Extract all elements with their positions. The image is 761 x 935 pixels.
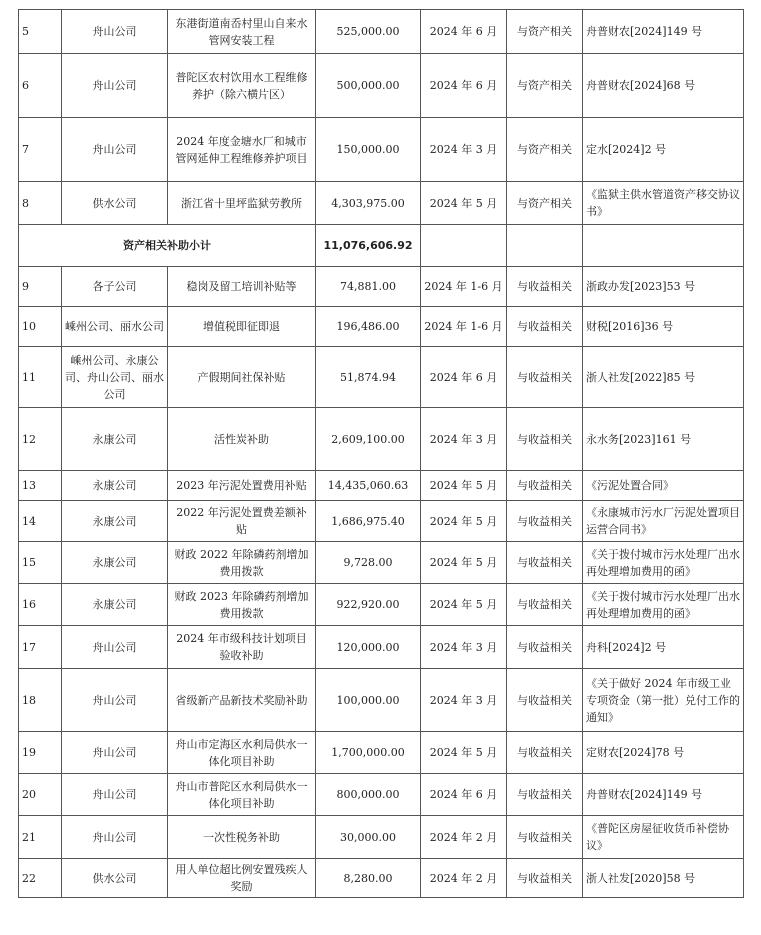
- date-cell: 2024 年 1-6 月: [421, 267, 507, 307]
- company-cell: 永康公司: [62, 408, 168, 471]
- row-number: 13: [19, 471, 62, 501]
- amount-cell: 51,874.94: [316, 347, 421, 408]
- row-number: 9: [19, 267, 62, 307]
- project-cell: 增值税即征即退: [168, 307, 316, 347]
- amount-cell: 800,000.00: [316, 774, 421, 816]
- project-cell: 活性炭补助: [168, 408, 316, 471]
- government-grants-table: [18, 9, 744, 898]
- basis-cell: 舟普财农[2024]68 号: [583, 54, 744, 118]
- date-cell: 2024 年 3 月: [421, 669, 507, 732]
- type-cell: 与收益相关: [507, 408, 583, 471]
- project-cell: 普陀区农村饮用水工程维修养护（除六横片区）: [168, 54, 316, 118]
- project-cell: 舟山市普陀区水利局供水一体化项目补助: [168, 774, 316, 816]
- type-cell: 与收益相关: [507, 267, 583, 307]
- subtotal-amount: 11,076,606.92: [316, 225, 421, 267]
- amount-cell: 8,280.00: [316, 859, 421, 898]
- table-row: [19, 732, 744, 774]
- type-cell: 与收益相关: [507, 584, 583, 626]
- project-cell: 2024 年度金塘水厂和城市管网延伸工程维修养护项目: [168, 118, 316, 182]
- row-number: 8: [19, 182, 62, 225]
- project-cell: 用人单位超比例安置残疾人奖励: [168, 859, 316, 898]
- empty-cell: [421, 225, 507, 267]
- type-cell: 与收益相关: [507, 732, 583, 774]
- row-number: 18: [19, 669, 62, 732]
- row-number: 22: [19, 859, 62, 898]
- type-cell: 与收益相关: [507, 859, 583, 898]
- basis-cell: 定财农[2024]78 号: [583, 732, 744, 774]
- date-cell: 2024 年 2 月: [421, 816, 507, 859]
- table-row: [19, 118, 744, 182]
- subtotal-row: [19, 225, 744, 267]
- date-cell: 2024 年 6 月: [421, 10, 507, 54]
- amount-cell: 922,920.00: [316, 584, 421, 626]
- basis-cell: 《关于拨付城市污水处理厂出水再处理增加费用的函》: [583, 542, 744, 584]
- company-cell: 嵊州公司、永康公司、舟山公司、丽水公司: [62, 347, 168, 408]
- date-cell: 2024 年 2 月: [421, 859, 507, 898]
- empty-cell: [507, 225, 583, 267]
- company-cell: 舟山公司: [62, 10, 168, 54]
- date-cell: 2024 年 5 月: [421, 471, 507, 501]
- table-row: [19, 669, 744, 732]
- type-cell: 与收益相关: [507, 307, 583, 347]
- date-cell: 2024 年 6 月: [421, 774, 507, 816]
- date-cell: 2024 年 5 月: [421, 182, 507, 225]
- type-cell: 与收益相关: [507, 626, 583, 669]
- amount-cell: 100,000.00: [316, 669, 421, 732]
- row-number: 21: [19, 816, 62, 859]
- company-cell: 永康公司: [62, 501, 168, 542]
- basis-cell: 浙政办发[2023]53 号: [583, 267, 744, 307]
- table-row: [19, 626, 744, 669]
- date-cell: 2024 年 3 月: [421, 626, 507, 669]
- amount-cell: 500,000.00: [316, 54, 421, 118]
- type-cell: 与资产相关: [507, 118, 583, 182]
- project-cell: 稳岗及留工培训补贴等: [168, 267, 316, 307]
- table-row: [19, 542, 744, 584]
- basis-cell: 永水务[2023]161 号: [583, 408, 744, 471]
- row-number: 20: [19, 774, 62, 816]
- date-cell: 2024 年 3 月: [421, 118, 507, 182]
- type-cell: 与收益相关: [507, 542, 583, 584]
- amount-cell: 525,000.00: [316, 10, 421, 54]
- date-cell: 2024 年 5 月: [421, 584, 507, 626]
- table-row: [19, 307, 744, 347]
- company-cell: 各子公司: [62, 267, 168, 307]
- table-row: [19, 182, 744, 225]
- table-row: [19, 267, 744, 307]
- project-cell: 东港街道南岙村里山自来水管网安装工程: [168, 10, 316, 54]
- table-row: [19, 859, 744, 898]
- project-cell: 舟山市定海区水利局供水一体化项目补助: [168, 732, 316, 774]
- type-cell: 与收益相关: [507, 471, 583, 501]
- amount-cell: 196,486.00: [316, 307, 421, 347]
- row-number: 19: [19, 732, 62, 774]
- amount-cell: 2,609,100.00: [316, 408, 421, 471]
- date-cell: 2024 年 5 月: [421, 501, 507, 542]
- date-cell: 2024 年 3 月: [421, 408, 507, 471]
- row-number: 17: [19, 626, 62, 669]
- row-number: 15: [19, 542, 62, 584]
- type-cell: 与收益相关: [507, 347, 583, 408]
- company-cell: 舟山公司: [62, 816, 168, 859]
- basis-cell: 浙人社发[2022]85 号: [583, 347, 744, 408]
- empty-cell: [583, 225, 744, 267]
- amount-cell: 120,000.00: [316, 626, 421, 669]
- amount-cell: 150,000.00: [316, 118, 421, 182]
- basis-cell: 《监狱主供水管道资产移交协议书》: [583, 182, 744, 225]
- project-cell: 一次性税务补助: [168, 816, 316, 859]
- amount-cell: 1,686,975.40: [316, 501, 421, 542]
- row-number: 5: [19, 10, 62, 54]
- type-cell: 与收益相关: [507, 669, 583, 732]
- basis-cell: 浙人社发[2020]58 号: [583, 859, 744, 898]
- table-row: [19, 501, 744, 542]
- company-cell: 永康公司: [62, 471, 168, 501]
- company-cell: 舟山公司: [62, 626, 168, 669]
- project-cell: 2023 年污泥处置费用补贴: [168, 471, 316, 501]
- row-number: 14: [19, 501, 62, 542]
- amount-cell: 1,700,000.00: [316, 732, 421, 774]
- subtotal-label: 资产相关补助小计: [19, 225, 316, 267]
- date-cell: 2024 年 1-6 月: [421, 307, 507, 347]
- basis-cell: 舟科[2024]2 号: [583, 626, 744, 669]
- basis-cell: 财税[2016]36 号: [583, 307, 744, 347]
- amount-cell: 4,303,975.00: [316, 182, 421, 225]
- table-row: [19, 408, 744, 471]
- table-row: [19, 54, 744, 118]
- project-cell: 产假期间社保补贴: [168, 347, 316, 408]
- table-row: [19, 816, 744, 859]
- table-row: [19, 347, 744, 408]
- company-cell: 舟山公司: [62, 774, 168, 816]
- project-cell: 省级新产品新技术奖励补助: [168, 669, 316, 732]
- amount-cell: 30,000.00: [316, 816, 421, 859]
- type-cell: 与收益相关: [507, 816, 583, 859]
- date-cell: 2024 年 5 月: [421, 542, 507, 584]
- basis-cell: 《关于拨付城市污水处理厂出水再处理增加费用的函》: [583, 584, 744, 626]
- row-number: 7: [19, 118, 62, 182]
- date-cell: 2024 年 6 月: [421, 347, 507, 408]
- company-cell: 永康公司: [62, 542, 168, 584]
- company-cell: 舟山公司: [62, 669, 168, 732]
- row-number: 11: [19, 347, 62, 408]
- project-cell: 2022 年污泥处置费差额补贴: [168, 501, 316, 542]
- company-cell: 舟山公司: [62, 118, 168, 182]
- amount-cell: 9,728.00: [316, 542, 421, 584]
- row-number: 12: [19, 408, 62, 471]
- row-number: 6: [19, 54, 62, 118]
- project-cell: 财政 2022 年除磷药剂增加费用拨款: [168, 542, 316, 584]
- table-row: [19, 584, 744, 626]
- type-cell: 与资产相关: [507, 182, 583, 225]
- company-cell: 供水公司: [62, 859, 168, 898]
- project-cell: 2024 年市级科技计划项目验收补助: [168, 626, 316, 669]
- row-number: 16: [19, 584, 62, 626]
- company-cell: 供水公司: [62, 182, 168, 225]
- table-row: [19, 774, 744, 816]
- basis-cell: 《普陀区房屋征收货币补偿协议》: [583, 816, 744, 859]
- project-cell: 浙江省十里坪监狱劳教所: [168, 182, 316, 225]
- basis-cell: 定水[2024]2 号: [583, 118, 744, 182]
- basis-cell: 舟普财农[2024]149 号: [583, 10, 744, 54]
- company-cell: 舟山公司: [62, 732, 168, 774]
- date-cell: 2024 年 5 月: [421, 732, 507, 774]
- date-cell: 2024 年 6 月: [421, 54, 507, 118]
- row-number: 10: [19, 307, 62, 347]
- type-cell: 与收益相关: [507, 501, 583, 542]
- type-cell: 与资产相关: [507, 10, 583, 54]
- amount-cell: 74,881.00: [316, 267, 421, 307]
- basis-cell: 《永康城市污水厂污泥处置项目运营合同书》: [583, 501, 744, 542]
- company-cell: 嵊州公司、丽水公司: [62, 307, 168, 347]
- type-cell: 与收益相关: [507, 774, 583, 816]
- type-cell: 与资产相关: [507, 54, 583, 118]
- company-cell: 舟山公司: [62, 54, 168, 118]
- basis-cell: 舟普财农[2024]149 号: [583, 774, 744, 816]
- project-cell: 财政 2023 年除磷药剂增加费用拨款: [168, 584, 316, 626]
- table-row: [19, 471, 744, 501]
- basis-cell: 《污泥处置合同》: [583, 471, 744, 501]
- basis-cell: 《关于做好 2024 年市级工业专项资金（第一批）兑付工作的通知》: [583, 669, 744, 732]
- amount-cell: 14,435,060.63: [316, 471, 421, 501]
- table-row: [19, 10, 744, 54]
- company-cell: 永康公司: [62, 584, 168, 626]
